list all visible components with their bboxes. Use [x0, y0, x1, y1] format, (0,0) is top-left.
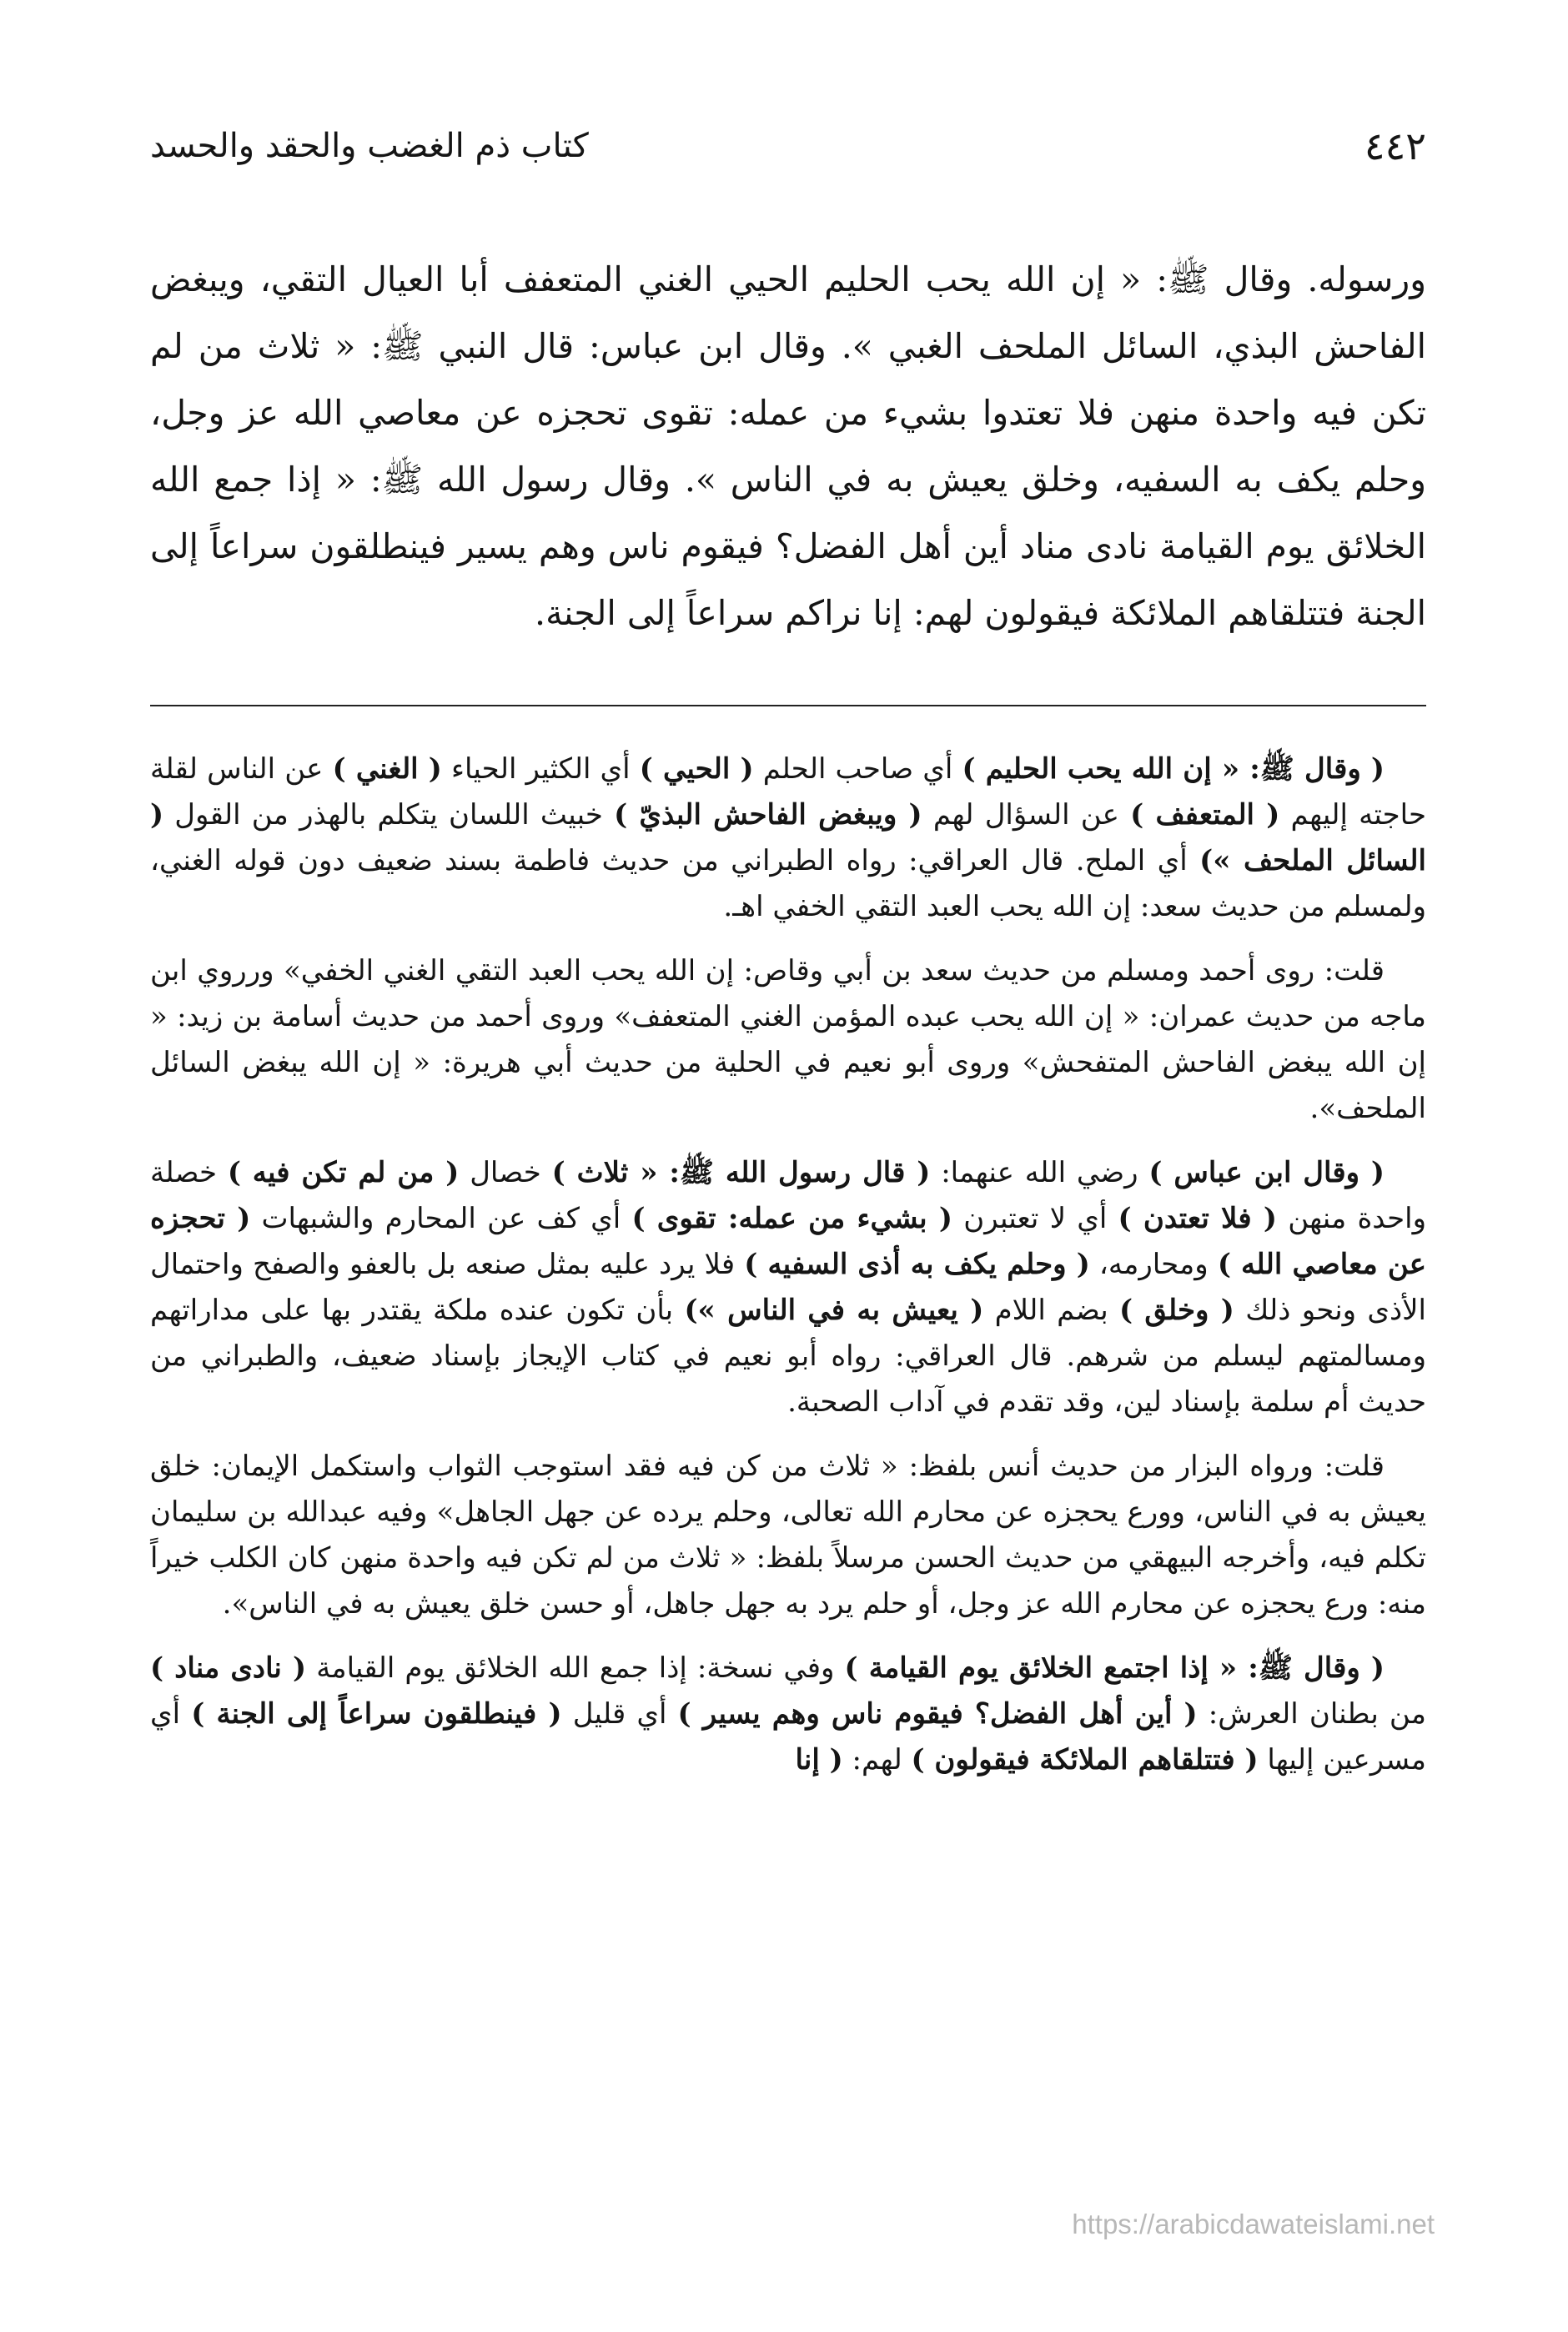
page-number: ٤٤٢: [1364, 123, 1426, 168]
commentary-quote: ( نادى مناد ): [150, 1651, 307, 1685]
commentary: [150, 746, 1426, 1802]
commentary-quote: ( الغني ): [332, 752, 442, 786]
commentary-paragraph-5: [150, 1646, 1426, 1783]
commentary-quote: ( وخلق ): [1118, 1294, 1234, 1327]
commentary-text: عن الناس لقلة حاجته إليهم: [150, 752, 1426, 832]
commentary-quote: ( يعيش به في الناس »): [684, 1294, 984, 1327]
commentary-quote: ( السائل الملحف »): [150, 798, 1426, 877]
commentary-paragraph-4: قلت: ورواه البزار من حديث أنس بلفظ: « ثلاث من كن فيه فقد استوجب الثواب واستكمل الإيمان: خلق يعيش به في الناس، وورع يحجزه عن محارم الله تعالى، وحلم يرده عن جهل الجاهل» وفيه عبدالله بن سليمان تكلم فيه، وأخرجه البيهقي من حديث الحسن مرسلاً بلفظ: « ثلاث من لم تكن فيه واحدة منهن كان الكلب خيراً منه: ورع يحجزه عن محارم الله عز وجل، أو حلم يرد به جهل جاهل، أو حسن خلق يعيش به في الناس».: [150, 1450, 1426, 1621]
commentary-quote: ( بشيء من عمله: تقوى ): [631, 1202, 952, 1235]
commentary-text: فلا يرد عليه بمثل صنعه بل بالعفو والصفح واحتمال الأذى ونحو ذلك: [150, 1248, 1426, 1327]
page-header: [150, 117, 1426, 175]
commentary-quote: ( فلا تعتدن ): [1118, 1202, 1277, 1235]
commentary-quote: ( من لم تكن فيه ): [227, 1156, 460, 1189]
commentary-quote: ( وقال ابن عباس ): [1148, 1156, 1385, 1189]
commentary-text: أي مسرعين إليها: [150, 1697, 1426, 1777]
commentary-text: رضي الله عنهما:: [930, 1156, 1149, 1189]
commentary-quote: ( ويبغض الفاحش البذيّ ): [614, 798, 922, 832]
commentary-text: أي صاحب الحلم: [753, 752, 962, 786]
commentary-text: بضم اللام: [983, 1294, 1119, 1327]
commentary-quote: ( المتعفف ): [1130, 798, 1280, 832]
commentary-text: أي كف عن المحارم والشبهات: [250, 1202, 632, 1235]
commentary-quote: ( وحلم يكف به أذى السفيه ): [744, 1248, 1090, 1281]
main-text: [150, 246, 1426, 646]
commentary-text: من بطنان العرش:: [1197, 1697, 1427, 1731]
commentary-text: أي لا تعتبرن: [952, 1202, 1118, 1235]
commentary-text: عن السؤال لهم: [922, 798, 1131, 832]
main-paragraph: ورسوله. وقال ﷺ: « إن الله يحب الحليم الحيي الغني المتعفف أبا العيال التقي، ويبغض الفاحش البذي، السائل الملحف الغبي ». وقال ابن عباس: قال النبي ﷺ: « ثلاث من لم تكن فيه واحدة منهن فلا تعتدوا بشيء من عمله: تقوى تحجزه عن معاصي الله عز وجل، وحلم يكف به السفيه، وخلق يعيش به في الناس ». وقال رسول الله ﷺ: « إذا جمع الله الخلائق يوم القيامة نادى مناد أين أهل الفضل؟ فيقوم ناس وهم يسير فينطلقون سراعاً إلى الجنة فتتلقاهم الملائكة فيقولون لهم: إنا نراكم سراعاً إلى الجنة.: [150, 259, 1426, 633]
commentary-quote: ( تحجزه عن معاصي الله ): [150, 1202, 1426, 1281]
commentary-text: خصلة واحدة منهن: [150, 1156, 1427, 1235]
commentary-quote: ( قال رسول الله ﷺ: « ثلاث ): [551, 1156, 931, 1189]
commentary-text: بأن تكون عنده ملكة يقتدر بها على مداراتهم ومسالمتهم ليسلم من شرهم. قال العراقي: رواه أبو نعيم في كتاب الإيجاز بإسناد ضعيف، والطبراني من حديث أم سلمة بإسناد لين، وقد تقدم في آداب الصحبة.: [150, 1294, 1426, 1419]
commentary-quote: ( وقال ﷺ: « إن الله يحب الحليم ): [962, 752, 1385, 786]
commentary-quote: ( إنا: [795, 1743, 843, 1777]
commentary-text: خبيث اللسان يتكلم بالهذر من القول: [163, 798, 615, 832]
commentary-text: وفي نسخة: إذا جمع الله الخلائق يوم القيامة: [306, 1651, 845, 1685]
running-title: كتاب ذم الغضب والحقد والحسد: [150, 127, 589, 165]
commentary-paragraph-1: [150, 746, 1426, 930]
commentary-quote: ( فينطلقون سراعاً إلى الجنة ): [191, 1697, 562, 1731]
commentary-text: ومحارمه،: [1089, 1248, 1218, 1281]
source-watermark: https://arabicdawateislami.net: [1072, 2209, 1435, 2239]
commentary-text: خصال: [459, 1156, 552, 1189]
commentary-paragraph-3: [150, 1150, 1426, 1425]
commentary-text: لهم:: [842, 1743, 912, 1777]
commentary-quote: ( فتتلقاهم الملائكة فيقولون ): [911, 1743, 1259, 1777]
commentary-text: أي قليل: [561, 1697, 678, 1731]
commentary-paragraph-2: قلت: روى أحمد ومسلم من حديث سعد بن أبي وقاص: إن الله يحب العبد التقي الغني الخفي» ورروي ابن ماجه من حديث عمران: « إن الله يحب عبده المؤمن الغني المتعفف» وروى أحمد من حديث أسامة بن زيد: « إن الله يبغض الفاحش المتفحش» وروى أبو نعيم في الحلية من حديث أبي هريرة: « إن الله يبغض السائل الملحف».: [150, 954, 1426, 1125]
commentary-text: أي الكثير الحياء: [441, 752, 640, 786]
footnote-divider: [150, 705, 1426, 706]
commentary-text: أي الملح. قال العراقي: رواه الطبراني من حديث فاطمة بسند ضعيف دون قوله الغني، ولمسلم من حديث سعد: إن الله يحب العبد التقي الخفي اهـ.: [150, 844, 1426, 923]
commentary-quote: ( أين أهل الفضل؟ فيقوم ناس وهم يسير ): [677, 1697, 1198, 1731]
commentary-quote: ( الحيي ): [639, 752, 754, 786]
commentary-quote: ( وقال ﷺ: « إذا اجتمع الخلائق يوم القيامة ): [844, 1651, 1385, 1685]
